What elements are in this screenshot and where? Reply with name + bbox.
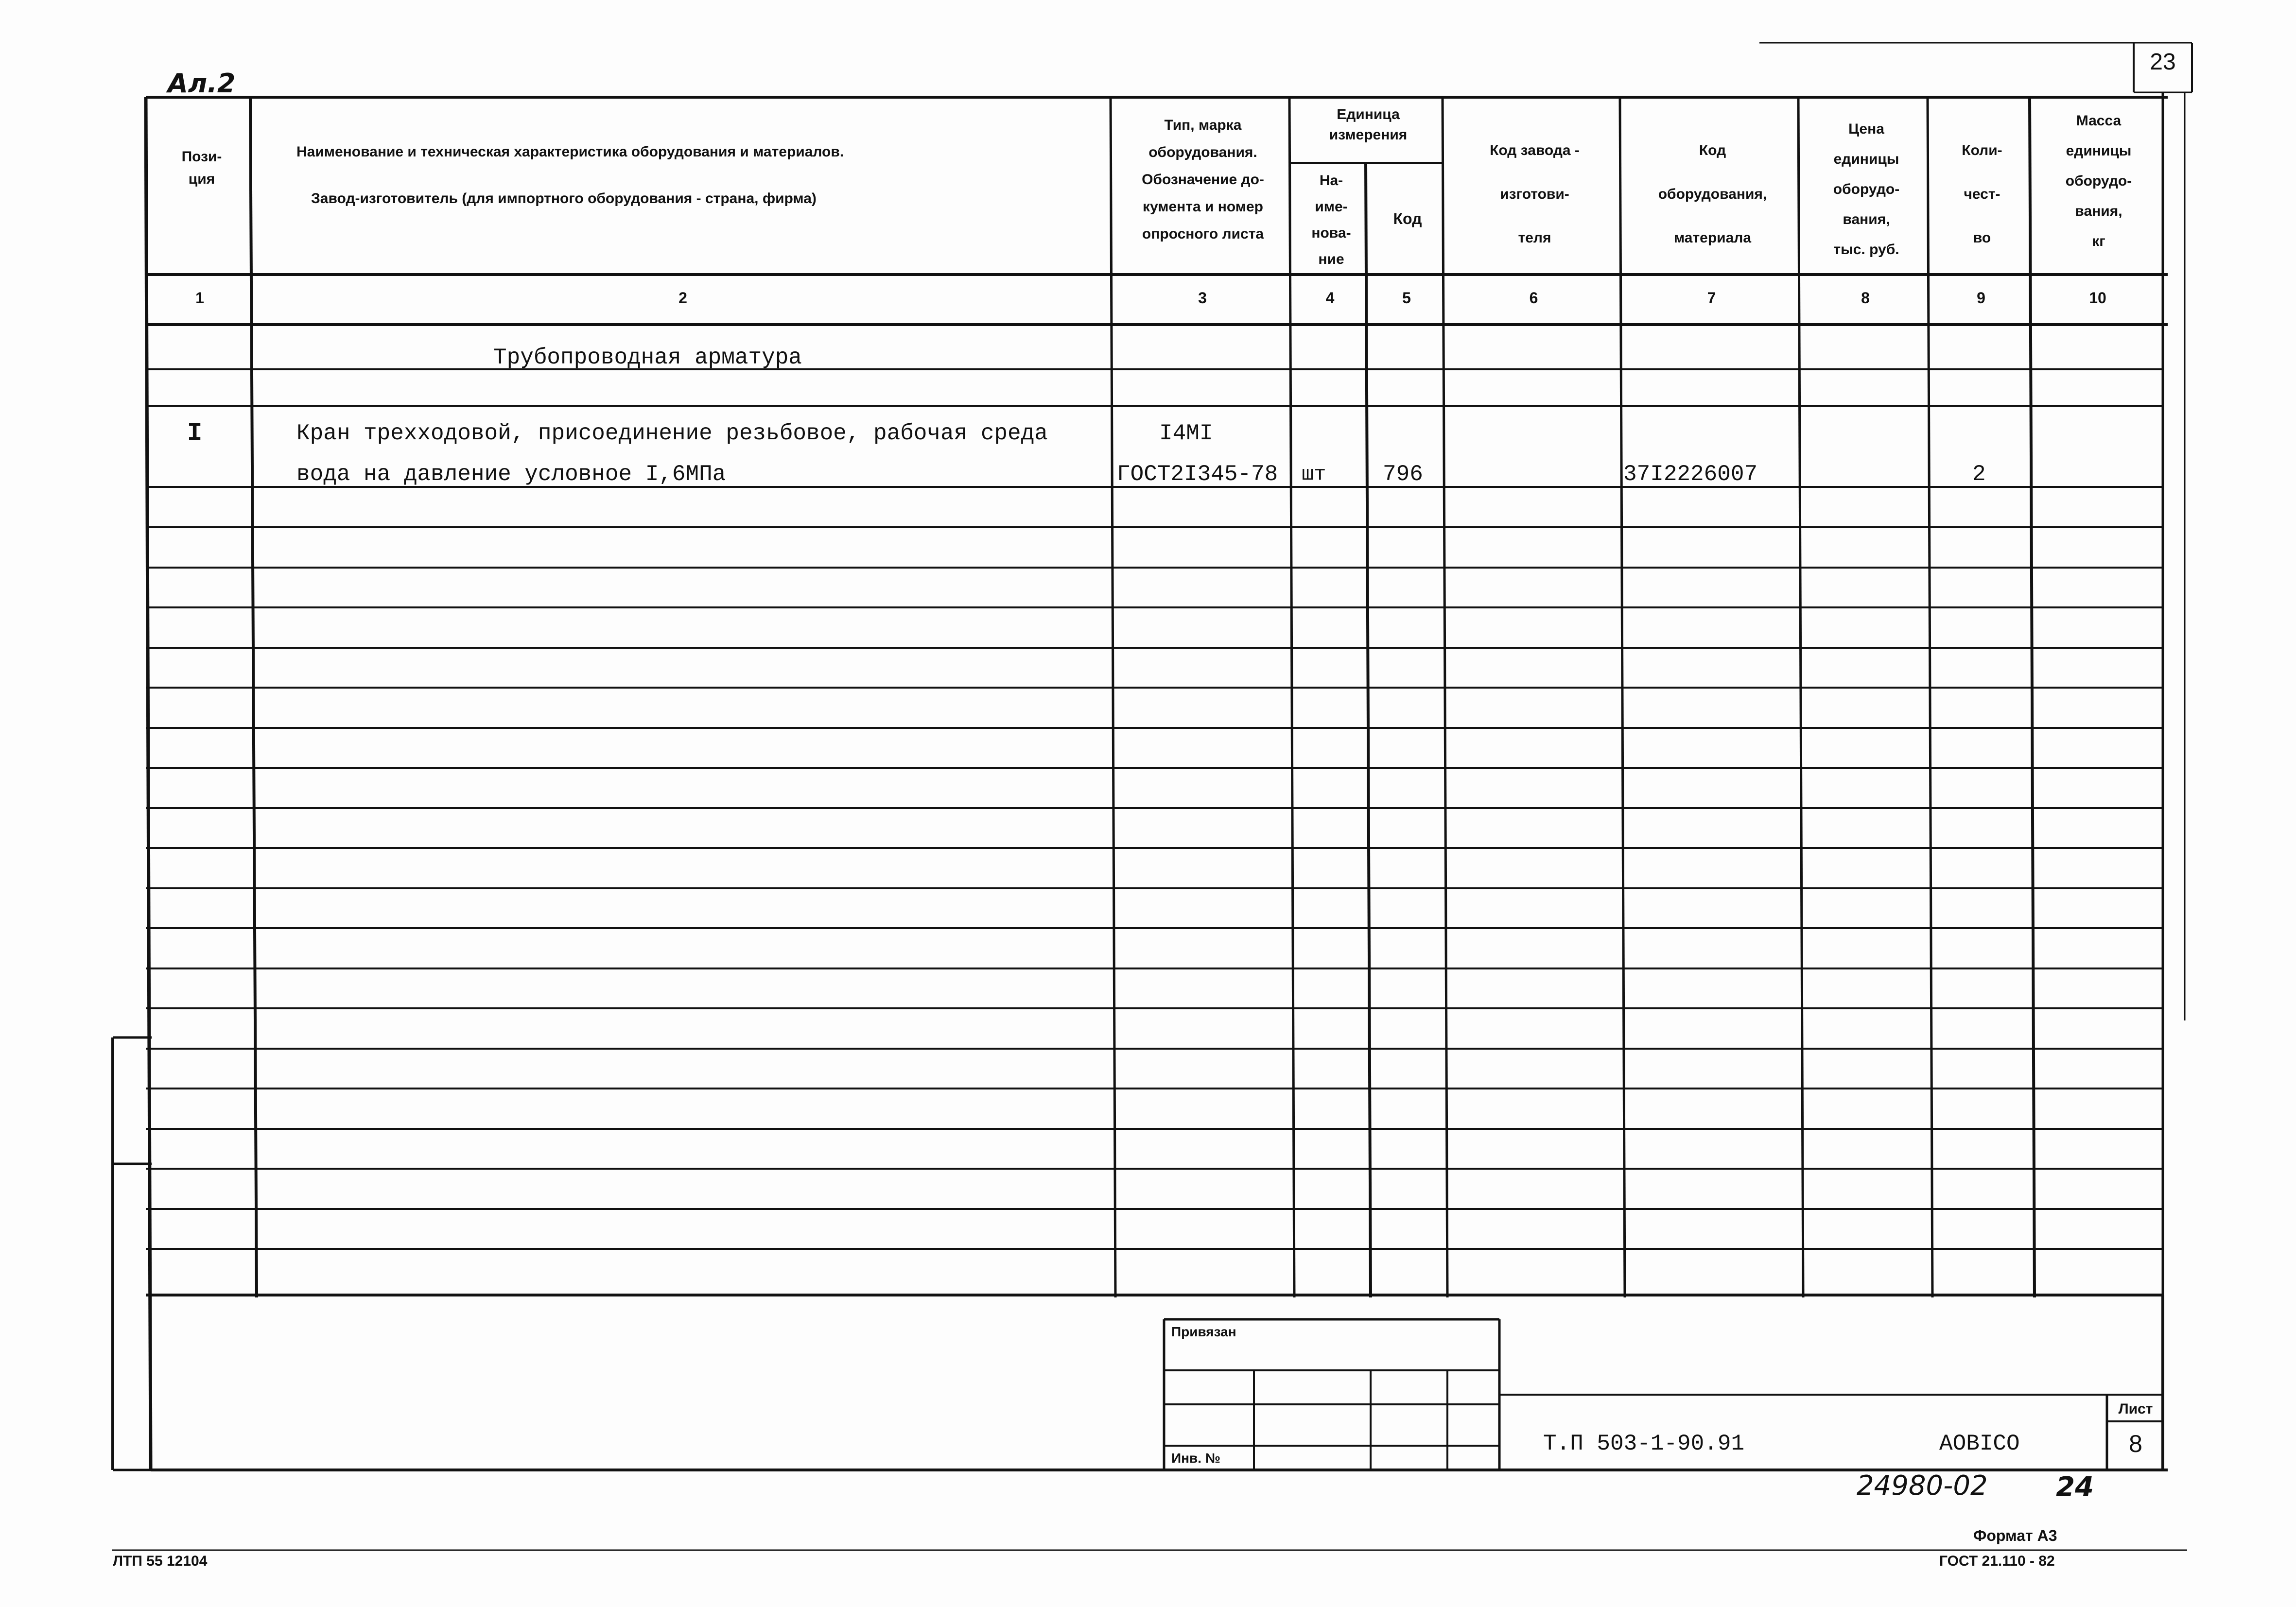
header-unit-code: Код <box>1393 210 1422 227</box>
section-title: Трубопроводная арматура <box>493 345 802 370</box>
column-number-6: 6 <box>1529 289 1538 307</box>
stamp-sheet-number: 8 <box>2129 1430 2142 1457</box>
row-type-line1: I4МI <box>1159 421 1213 446</box>
header-name-line2: Завод-изготовитель (для импортного оборудования - страна, фирма) <box>311 190 817 207</box>
gost-label: ГОСТ 21.110 - 82 <box>1939 1553 2055 1569</box>
column-number-4: 4 <box>1325 289 1335 307</box>
header-manufacturer-code: Код завода - изготови- теля <box>1490 142 1580 246</box>
row-unit-code: 796 <box>1383 462 1423 487</box>
printer-mark: ЛТП 55 12104 <box>113 1553 208 1569</box>
column-number-1: 1 <box>195 289 204 307</box>
column-number-10: 10 <box>2089 289 2106 307</box>
row-type-line2: ГОСТ2I345-78 <box>1117 462 1278 487</box>
row-name-line1: Кран трехходовой, присоединение резьбовое, рабочая среда <box>296 421 1048 446</box>
archive-number: 24980-02 <box>1857 1470 1988 1502</box>
column-number-3: 3 <box>1198 289 1207 307</box>
header-mass: Масса единицы оборудо- вания, кг <box>2065 113 2132 249</box>
column-number-9: 9 <box>1977 289 1985 307</box>
stamp-doc-code: Т.П 503-1-90.91 <box>1543 1431 1745 1456</box>
column-number-7: 7 <box>1707 289 1716 307</box>
format-label: Формат А3 <box>1973 1527 2057 1544</box>
appendix-mark: Ал.2 <box>168 68 236 99</box>
column-number-2: 2 <box>678 289 687 307</box>
column-number-5: 5 <box>1402 289 1411 307</box>
row-quantity: 2 <box>1972 462 1986 487</box>
stamp-section: АОВIСО <box>1939 1431 2020 1456</box>
row-name-line2: вода на давление условное I,6МПа <box>296 462 726 487</box>
page-number: 23 <box>2150 49 2176 75</box>
row-equipment-code: 37I2226007 <box>1623 462 1758 487</box>
header-equipment-code: Код оборудования, материала <box>1658 142 1767 246</box>
stamp-sheet-label: Лист <box>2118 1401 2153 1417</box>
header-unit-name: На- име- нова- ние <box>1311 173 1351 267</box>
row-unit-name: шт <box>1302 463 1326 486</box>
header-position: Пози- ция <box>181 149 222 187</box>
header-unit-group: Единица измерения <box>1329 106 1408 143</box>
header-type: Тип, марка оборудования. Обозначение до- кумента и номер опросного листа <box>1142 117 1264 242</box>
header-name-line1: Наименование и техническая характеристика оборудования и материалов. <box>296 144 844 160</box>
stamp-inv-no: Инв. № <box>1171 1451 1221 1466</box>
stamp-privyazan: Привязан <box>1171 1324 1236 1339</box>
archive-sheet: 24 <box>2056 1471 2094 1503</box>
row-position: I <box>187 419 203 448</box>
header-quantity: Коли- чест- во <box>1962 142 2002 246</box>
header-price: Цена единицы оборудо- вания, тыс. руб. <box>1833 121 1900 258</box>
column-number-8: 8 <box>1861 289 1870 307</box>
